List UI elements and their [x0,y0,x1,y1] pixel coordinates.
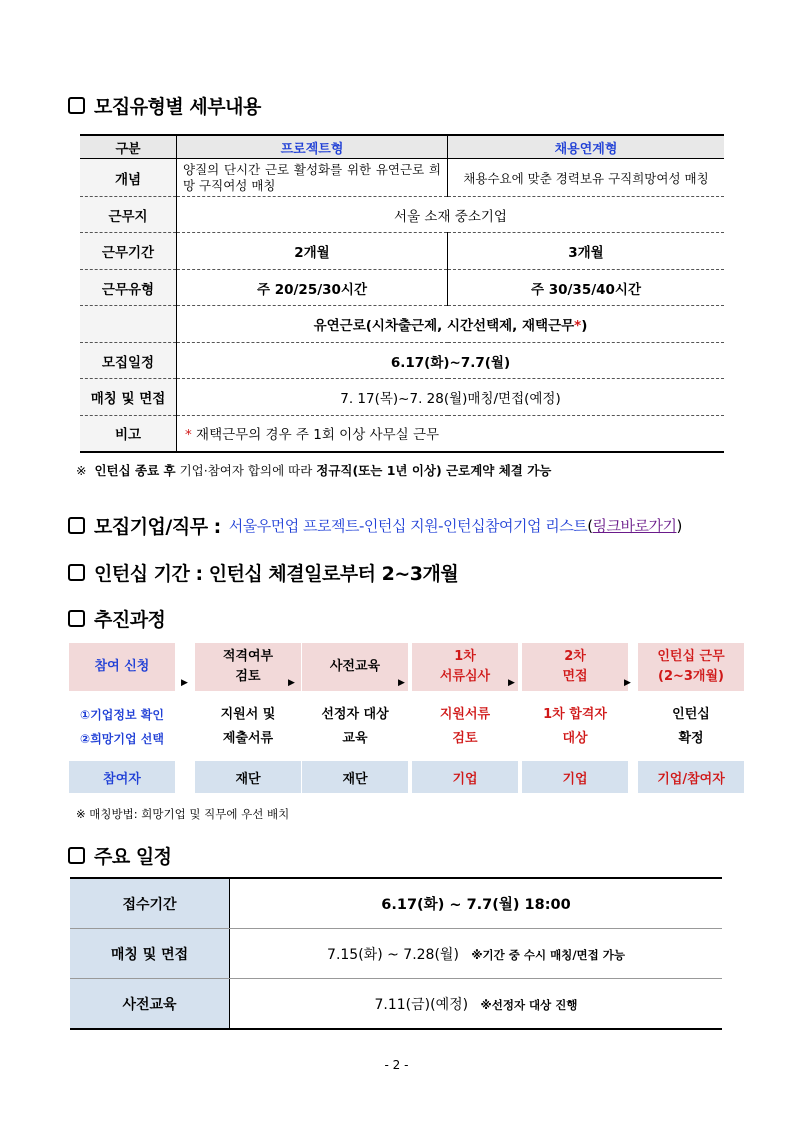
process-step-owner: 기업/참여자 [638,761,744,793]
remark-text: 재택근무의 경우 주 1회 이상 사무실 근무 [196,427,440,444]
process-arrow-icon: ▶ [288,678,295,688]
section-title-details [68,92,261,119]
process-step [522,643,628,793]
table-row [80,233,724,270]
section-title-schedule [68,842,172,869]
process-step-owner: 재단 [302,761,408,793]
company-list-text: 서울우먼업 프로젝트-인턴십 지원-인턴십참여기업 리스트 [228,517,588,535]
row-label-worktype: 근무유형 [80,270,177,306]
schedule-note: ※선정자 대상 진행 [480,997,578,1012]
schedule-table [70,877,722,1030]
process-step-title: 사전교육 [302,643,408,691]
remark-value [177,416,725,452]
section-title-text: 모집기업/직무 : [94,516,221,538]
process-step-detail: 선정자 대상 교육 [321,707,389,746]
process-step [638,643,744,793]
row-label-remark: 비고 [80,416,177,452]
concept-project: 양질의 단시간 근로 활성화를 위한 유연근로 희망 구직여성 매칭 [177,159,448,197]
workplace-value: 서울 소재 중소기업 [177,197,725,233]
table-row [80,159,724,197]
process-step-detail: ①기업정보 확인 ②희망기업 선택 [80,708,164,746]
row-label-period: 근무기간 [80,233,177,270]
schedule-label: 사전교육 [70,979,230,1030]
header-label: 구분 [80,135,177,159]
process-step [195,643,301,793]
link-close-paren: ) [676,516,682,535]
process-step-owner: 기업 [412,761,518,793]
table-header-row [80,135,724,159]
flex-work-star: * [574,318,582,334]
table-row [80,343,724,379]
process-arrow-icon: ▶ [508,678,515,688]
flex-work-text: 유연근로(시차출근제, 시간선택제, 재택근무 [313,318,575,334]
process-step-owner: 재단 [195,761,301,793]
note-bold-2: 정규직(또는 1년 이상) 근로계약 체결 가능 [316,463,552,478]
note-bold-1: 인턴십 종료 후 [94,463,176,478]
schedule-note: ※기간 중 수시 매칭/면접 가능 [471,947,625,962]
remark-star: * [185,427,192,444]
note-regular-contract [76,461,551,479]
table-row [80,270,724,306]
process-arrow-icon: ▶ [624,678,631,688]
process-step-owner: 기업 [522,761,628,793]
concept-hire: 채용수요에 맞춘 경력보유 구직희망여성 매칭 [448,159,725,197]
table-row [80,306,724,343]
checkbox-square-icon [68,610,85,627]
schedule-label: 매칭 및 면접 [70,929,230,979]
header-project-type: 프로젝트형 [177,135,448,159]
section-title-company [68,512,682,539]
row-label-matching: 매칭 및 면접 [80,379,177,416]
checkbox-square-icon [68,847,85,864]
page-number: - 2 - [384,1058,409,1072]
checkbox-square-icon [68,517,85,534]
section-title-text: 주요 일정 [94,846,172,868]
process-step [412,643,518,793]
table-row [70,929,722,979]
schedule-value [230,878,723,929]
header-hire-type: 채용연계형 [448,135,725,159]
process-step-title: 적격여부 검토 [195,643,301,691]
process-step-title: 인턴십 근무 (2~3개월) [638,643,744,691]
section-title-period [68,559,458,586]
row-label-recruit: 모집일정 [80,343,177,379]
process-step [69,643,175,793]
link-open-paren: ( [587,516,593,535]
process-step-title: 1차 서류심사 [412,643,518,691]
schedule-date: 7.11(금)(예정) [374,996,469,1013]
checkbox-square-icon [68,564,85,581]
row-label-flex [80,306,177,343]
schedule-value [230,979,723,1030]
table-row [70,878,722,929]
worktype-project: 주 20/25/30시간 [177,270,448,306]
process-step [302,643,408,793]
section-title-text: 추진과정 [94,609,166,631]
schedule-date: 6.17(화) ~ 7.7(월) 18:00 [381,897,571,913]
note-matching-method: ※ 매칭방법: 희망기업 및 직무에 우선 배치 [76,807,290,821]
process-step-title: 2차 면접 [522,643,628,691]
table-row [80,197,724,233]
details-table [80,134,724,453]
table-row [80,416,724,452]
process-step-detail: 지원서 및 제출서류 [220,707,276,746]
note-text: 기업·참여자 합의에 따라 [179,463,313,478]
process-step-detail: 1차 합격자 대상 [543,707,607,746]
table-row [70,979,722,1030]
process-step-title: 참여 신청 [69,643,175,691]
section-title-text: 모집유형별 세부내용 [94,96,261,118]
process-arrow-icon: ▶ [181,678,188,688]
row-label-workplace: 근무지 [80,197,177,233]
row-label-concept: 개념 [80,159,177,197]
worktype-hire: 주 30/35/40시간 [448,270,725,306]
process-step-detail: 인턴십 확정 [672,707,710,746]
process-step-detail: 지원서류 검토 [439,707,491,746]
table-row [80,379,724,416]
period-project: 2개월 [177,233,448,270]
section-title-text: 인턴십 기간 : 인턴십 체결일로부터 2~3개월 [94,563,459,585]
company-list-link[interactable]: 링크바로가기 [592,517,677,535]
section-title-process [68,605,165,632]
note-mark: ※ [76,463,87,478]
flex-work-value [177,306,725,343]
process-step-owner: 참여자 [69,761,175,793]
flex-work-close: ) [581,318,588,334]
schedule-value [230,929,723,979]
process-arrow-icon: ▶ [398,678,405,688]
recruit-value: 6.17(화)~7.7(월) [177,343,725,379]
schedule-date: 7.15(화) ~ 7.28(월) [327,946,459,963]
period-hire: 3개월 [448,233,725,270]
schedule-label: 접수기간 [70,878,230,929]
checkbox-square-icon [68,97,85,114]
matching-value: 7. 17(목)~7. 28(월)매칭/면접(예정) [177,379,725,416]
